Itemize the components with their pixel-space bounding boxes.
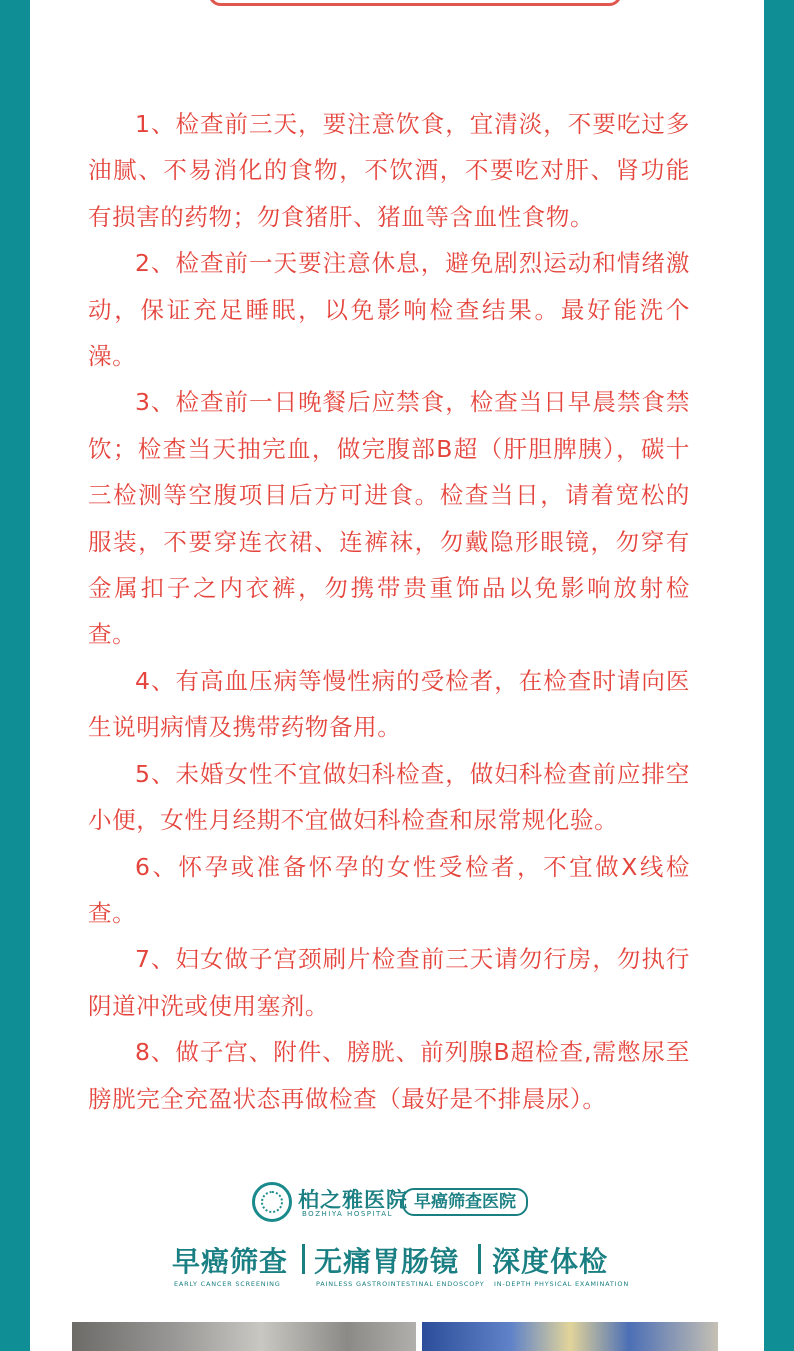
service-label: 无痛胃肠镜 — [314, 1245, 460, 1278]
notice-item: 3、检查前一日晚餐后应禁食，检查当日早晨禁食禁饮；检查当天抽完血，做完腹部B超（肝胆脾胰），碳十三检测等空腹项目后方可进食。检查当日，请着宽松的服装，不要穿连衣裙、连裤袜，勿戴隐形眼镜，勿穿有金属扣子之内衣裤，勿携带贵重饰品以免影响放射检查。 — [88, 388, 690, 649]
hospital-building-photo — [72, 1322, 416, 1351]
notice-item: 4、有高血压病等慢性病的受检者，在检查时请向医生说明病情及携带药物备用。 — [88, 666, 690, 742]
notice-item: 6、怀孕或准备怀孕的女性受检者，不宜做X线检查。 — [88, 852, 690, 927]
hospital-brand — [30, 1178, 764, 1226]
notice-item: 2、检查前一天要注意休息，避免剧烈运动和情绪激动，保证充足睡眠，以免影响检查结果。最好能洗个澡。 — [88, 249, 690, 371]
hospital-logo-icon — [252, 1182, 292, 1222]
service-label-en: PAINLESS GASTROINTESTINAL ENDOSCOPY — [316, 1280, 485, 1288]
notice-item: 7、妇女做子宫颈刷片检查前三天请勿行房，勿执行阴道冲洗或使用塞剂。 — [88, 945, 690, 1020]
hospital-name-en: BOZHIYA HOSPITAL — [302, 1210, 393, 1218]
hospital-name: 柏之雅医院 — [298, 1188, 408, 1212]
service-divider — [302, 1244, 305, 1274]
service-label-en: EARLY CANCER SCREENING — [174, 1280, 281, 1288]
notice-item: 8、做子宫、附件、膀胱、前列腺B超检查,需憋尿至膀胱完全充盈状态再做检查（最好是不排晨尿）。 — [88, 1038, 690, 1113]
service-label: 深度体检 — [492, 1245, 609, 1278]
notice-item: 1、检查前三天，要注意饮食，宜清淡，不要吃过多油腻、不易消化的食物，不饮酒，不要吃对肝、肾功能有损害的药物；勿食猪肝、猪血等含血性食物。 — [88, 110, 690, 231]
hospital-badge: 早癌筛查医院 — [402, 1188, 528, 1216]
notice-content — [88, 101, 690, 1122]
service-label-en: IN-DEPTH PHYSICAL EXAMINATION — [494, 1280, 629, 1288]
service-banner — [30, 1240, 764, 1292]
service-label: 早癌筛查 — [172, 1245, 289, 1278]
service-divider — [478, 1244, 481, 1274]
notice-item: 5、未婚女性不宜做妇科检查，做妇科检查前应排空小便，女性月经期不宜做妇科检查和尿常规化验。 — [88, 759, 690, 835]
hospital-interior-photo — [422, 1322, 718, 1351]
title-frame — [208, 0, 622, 6]
notice-card — [30, 0, 764, 1351]
